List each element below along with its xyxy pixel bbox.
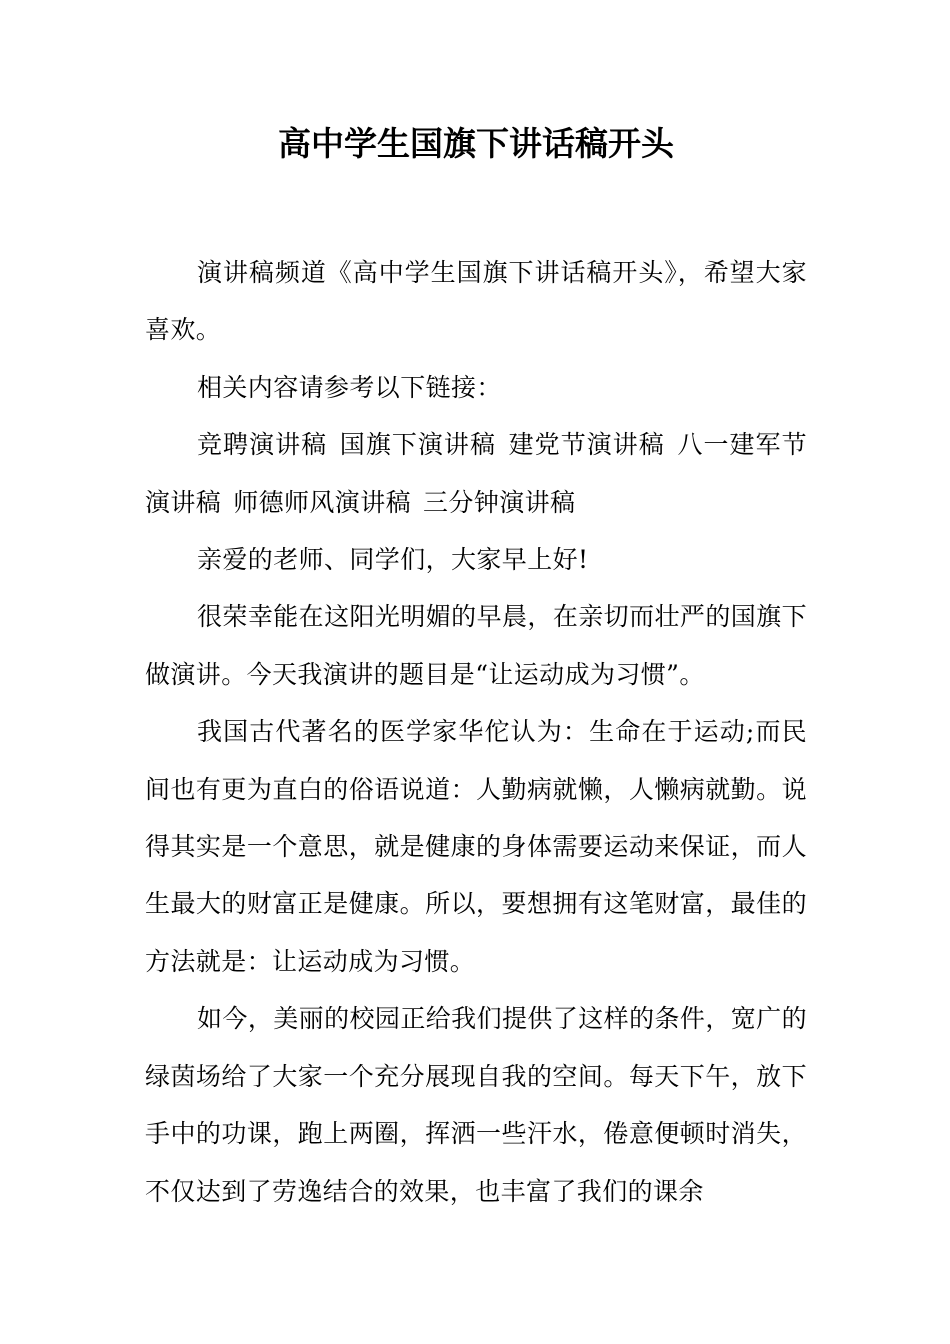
body-paragraph: 我国古代著名的医学家华佗认为：生命在于运动;而民间也有更为直白的俗语说道：人勤病就懒，人懒病就勤。说得其实是一个意思，就是健康的身体需要运动来保证，而人生最大的财富正是健康。所以，要想拥有这笔财富，最佳的方法就是：让运动成为习惯。 — [145, 717, 807, 976]
link-bayi[interactable]: 八一建军节演讲稿 — [145, 430, 807, 517]
greeting-paragraph: 亲爱的老师、同学们，大家早上好! — [197, 545, 589, 575]
document-title: 高中学生国旗下讲话稿开头 — [278, 124, 674, 163]
body-paragraph: 很荣幸能在这阳光明媚的早晨，在亲切而壮严的国旗下做演讲。今天我演讲的题目是“让运动成为习惯”。 — [145, 602, 807, 689]
body-paragraph: 如今，美丽的校园正给我们提供了这样的条件，宽广的绿茵场给了大家一个充分展现自我的空间。每天下午，放下手中的功课，跑上两圈，挥洒一些汗水，倦意便顿时消失，不仅达到了劳逸结合的效果，也丰富了我们的课余 — [145, 1004, 807, 1206]
link-guoqixia[interactable]: 国旗下演讲稿 — [339, 430, 496, 460]
link-sanfenzhong[interactable]: 三分钟演讲稿 — [423, 487, 576, 517]
link-shide[interactable]: 师德师风演讲稿 — [233, 487, 412, 517]
link-jingpin[interactable]: 竞聘演讲稿 — [197, 430, 328, 460]
document-page — [145, 0, 807, 1220]
related-links — [145, 416, 807, 531]
document-body — [145, 244, 807, 1220]
link-jiandangjie[interactable]: 建党节演讲稿 — [508, 430, 665, 460]
related-label: 相关内容请参考以下链接： — [197, 372, 502, 402]
intro-paragraph: 演讲稿频道《高中学生国旗下讲话稿开头》，希望大家喜欢。 — [145, 258, 807, 345]
